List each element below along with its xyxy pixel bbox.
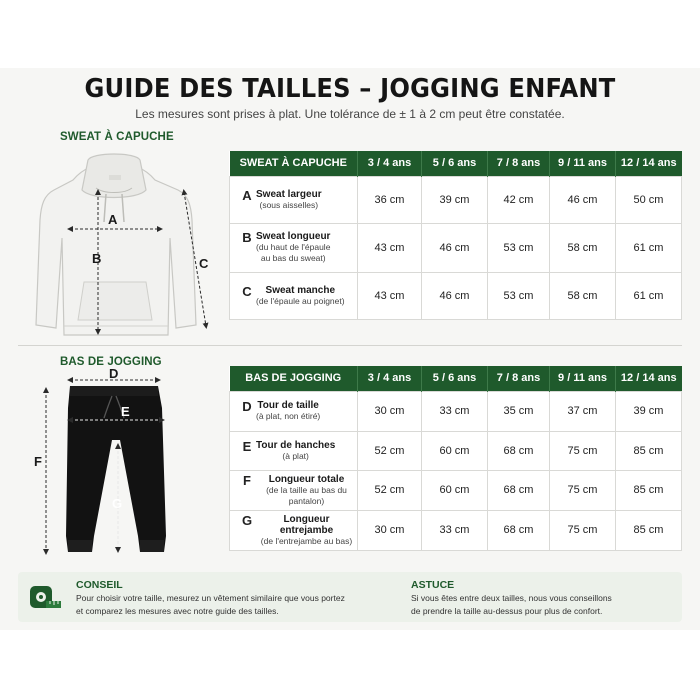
measurement-name: Sweat largeur <box>256 188 322 200</box>
jogging-section-label: BAS DE JOGGING <box>60 356 162 368</box>
measurement-cell <box>230 176 358 223</box>
value-cell: 30 cm <box>358 510 422 550</box>
measurement-cell <box>230 510 358 550</box>
value-cell: 75 cm <box>550 431 616 470</box>
measurement-cell <box>230 431 358 470</box>
measurement-letter: G <box>241 512 253 528</box>
header-cell: 3 / 4 ans <box>358 366 422 391</box>
header-cell: BAS DE JOGGING <box>230 366 358 391</box>
header-cell: 12 / 14 ans <box>616 151 682 176</box>
header-cell: SWEAT À CAPUCHE <box>230 151 358 176</box>
measurement-desc: (du haut de l'épaule <box>256 242 331 252</box>
table-header-row <box>230 366 682 391</box>
figure-letter-c: C <box>199 256 209 271</box>
measurement-desc: (à plat) <box>282 450 309 461</box>
value-cell: 46 cm <box>422 272 488 319</box>
conseil-line: Pour choisir votre taille, mesurez un vêtement similaire que vous portez <box>76 593 345 603</box>
measurement-cell <box>230 223 358 272</box>
value-cell: 33 cm <box>422 391 488 431</box>
measurement-letter: A <box>242 187 252 203</box>
section-divider <box>18 345 682 346</box>
header-cell: 5 / 6 ans <box>422 366 488 391</box>
table-row <box>230 176 682 223</box>
table-row <box>230 470 682 510</box>
jogging-pants-illustration <box>26 368 176 564</box>
value-cell: 33 cm <box>422 510 488 550</box>
measurement-name: Sweat manche <box>265 284 336 296</box>
measurement-letter: D <box>242 399 252 414</box>
measurement-name: Longueur totale <box>268 473 345 485</box>
value-cell: 58 cm <box>550 272 616 319</box>
value-cell: 37 cm <box>550 391 616 431</box>
value-cell: 43 cm <box>358 223 422 272</box>
page-subtitle: Les mesures sont prises à plat. Une tolérance de ± 1 à 2 cm peut être constatée. <box>135 107 565 121</box>
measurement-desc: au bas du sweat) <box>260 253 326 263</box>
table-row <box>230 272 682 319</box>
measurement-name: Longueur entrejambe <box>279 513 334 536</box>
astuce-line: Si vous êtes entre deux tailles, nous vous conseillons <box>411 593 612 603</box>
header-cell: 3 / 4 ans <box>358 151 422 176</box>
value-cell: 61 cm <box>616 272 682 319</box>
value-cell: 75 cm <box>550 510 616 550</box>
value-cell: 61 cm <box>616 223 682 272</box>
header-cell: 7 / 8 ans <box>488 151 550 176</box>
value-cell: 68 cm <box>488 510 550 550</box>
value-cell: 85 cm <box>616 510 682 550</box>
value-cell: 53 cm <box>488 272 550 319</box>
header-cell: 5 / 6 ans <box>422 151 488 176</box>
table-row <box>230 510 682 550</box>
figure-letter-g: G <box>112 496 123 511</box>
measurement-desc: (de la taille au bas du pantalon) <box>266 484 347 506</box>
value-cell: 39 cm <box>616 391 682 431</box>
figure-letter-d: D <box>109 368 119 381</box>
value-cell: 60 cm <box>422 431 488 470</box>
table-row <box>230 391 682 431</box>
sweat-section-label: SWEAT À CAPUCHE <box>60 131 174 143</box>
measurement-letter: E <box>242 438 252 454</box>
measurement-cell <box>230 272 358 319</box>
figure-letter-e: E <box>121 404 130 419</box>
conseil-heading: CONSEIL <box>76 579 123 591</box>
measurement-desc: (de l'épaule au poignet) <box>256 295 345 306</box>
value-cell: 43 cm <box>358 272 422 319</box>
value-cell: 36 cm <box>358 176 422 223</box>
measurement-name: Tour de hanches <box>256 439 336 451</box>
measurement-cell <box>230 391 358 431</box>
table-header-row <box>230 151 682 176</box>
measurement-name: Sweat longueur <box>256 231 331 242</box>
measurement-desc: (à plat, non étiré) <box>256 411 321 421</box>
measurement-name: Tour de taille <box>257 400 319 411</box>
value-cell: 58 cm <box>550 223 616 272</box>
value-cell: 35 cm <box>488 391 550 431</box>
hoodie-illustration <box>28 150 218 342</box>
header-cell: 12 / 14 ans <box>616 366 682 391</box>
conseil-line: et comparez les mesures avec notre guide des tailles. <box>76 606 279 616</box>
header-cell: 9 / 11 ans <box>550 151 616 176</box>
value-cell: 75 cm <box>550 470 616 510</box>
header-cell: 9 / 11 ans <box>550 366 616 391</box>
header-cell: 7 / 8 ans <box>488 366 550 391</box>
value-cell: 50 cm <box>616 176 682 223</box>
value-cell: 52 cm <box>358 470 422 510</box>
value-cell: 60 cm <box>422 470 488 510</box>
jogging-size-table <box>229 366 682 551</box>
measurement-letter: F <box>243 472 251 488</box>
measurement-letter: C <box>242 283 252 299</box>
measurement-desc: (sous aisselles) <box>259 199 319 210</box>
figure-letter-b: B <box>92 251 102 266</box>
measuring-tape-icon <box>28 582 62 612</box>
measurement-desc: (de l'entrejambe au bas) <box>260 535 353 546</box>
astuce-text <box>411 592 612 618</box>
value-cell: 68 cm <box>488 431 550 470</box>
astuce-line: de prendre la taille au-dessus pour plus de confort. <box>411 606 603 616</box>
astuce-heading: ASTUCE <box>411 579 455 591</box>
sweat-size-table <box>229 151 682 320</box>
value-cell-highlighted: 68 cm <box>488 470 550 510</box>
tips-footer <box>18 572 682 622</box>
figure-letter-a: A <box>108 212 118 227</box>
value-cell: 46 cm <box>550 176 616 223</box>
figure-letter-f: F <box>34 454 42 469</box>
value-cell: 85 cm <box>616 470 682 510</box>
table-row <box>230 223 682 272</box>
value-cell: 53 cm <box>488 223 550 272</box>
measurement-cell <box>230 470 358 510</box>
conseil-text <box>76 592 345 618</box>
value-cell: 46 cm <box>422 223 488 272</box>
table-row <box>230 431 682 470</box>
value-cell: 52 cm <box>358 431 422 470</box>
value-cell: 85 cm <box>616 431 682 470</box>
value-cell: 42 cm <box>488 176 550 223</box>
value-cell: 39 cm <box>422 176 488 223</box>
page-title: GUIDE DES TAILLES – JOGGING ENFANT <box>84 74 616 104</box>
value-cell: 30 cm <box>358 391 422 431</box>
measurement-letter: B <box>242 230 252 245</box>
